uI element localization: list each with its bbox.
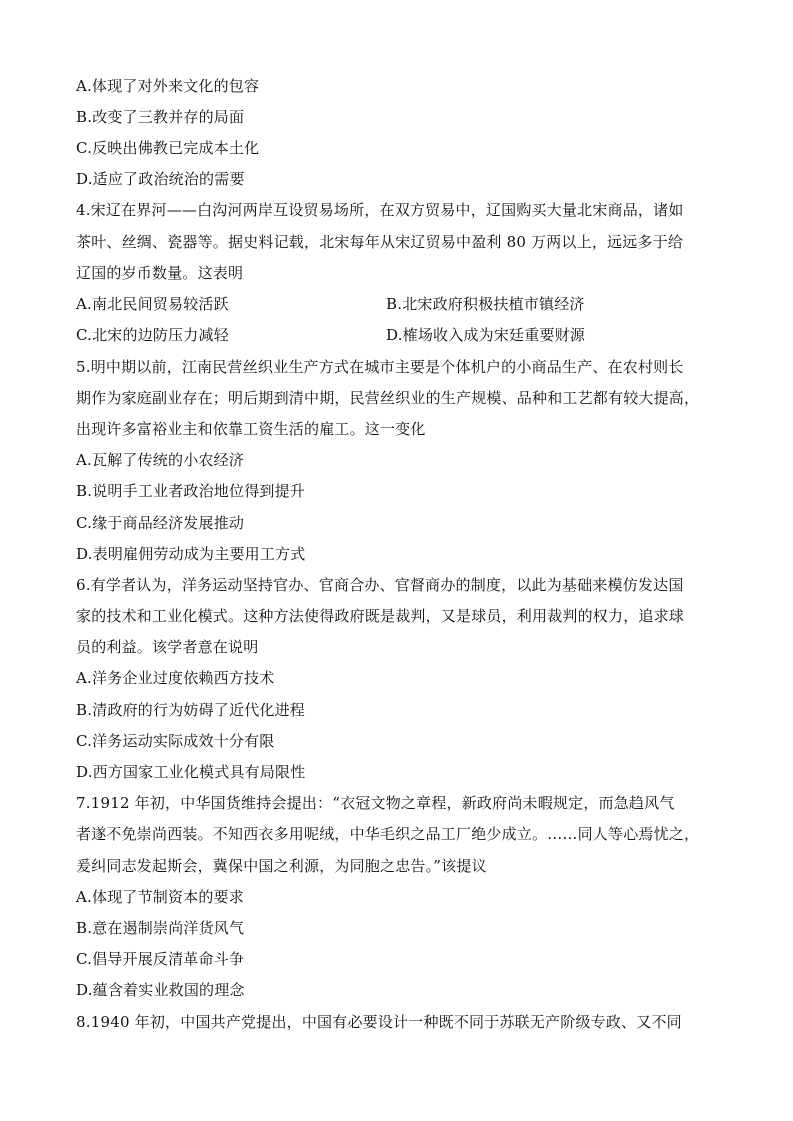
q4-stem-line-1: 4.宋辽在界河——白沟河两岸互设贸易场所，在双方贸易中，辽国购买大量北宋商品，诸如: [76, 201, 684, 219]
q4-stem-line-3: 辽国的岁币数量。这表明: [76, 264, 244, 282]
q6-stem-line-1: 6.有学者认为，洋务运动坚持官办、官商合办、官督商办的制度，以此为基础来模仿发达国: [76, 576, 684, 594]
q8-stem-line-1: 8.1940 年初，中国共产党提出，中国有必要设计一种既不同于苏联无产阶级专政、又不同: [76, 1013, 682, 1031]
q7-stem-line-1: 7.1912 年初，中华国货维持会提出：“衣冠文物之章程，新政府尚未暇规定，而急趋风气: [76, 794, 675, 812]
q6-stem-line-3: 员的利益。该学者意在说明: [76, 638, 259, 656]
q4-option-c: C.北宋的边防压力减轻: [76, 326, 229, 344]
q4-option-d: D.榷场收入成为宋廷重要财源: [386, 326, 586, 344]
q5-option-a: A.瓦解了传统的小农经济: [76, 451, 245, 469]
q4-option-a: A.南北民间贸易较活跃: [76, 295, 229, 313]
q4-option-b: B.北宋政府积极扶植市镇经济: [386, 295, 585, 313]
q7-stem-line-3: 爰纠同志发起斯会，冀保中国之利源，为同胞之忠告。”该提议: [76, 857, 487, 875]
q4-stem-line-2: 茶叶、丝绸、瓷器等。据史料记载，北宋每年从宋辽贸易中盈利 80 万两以上，远远多于给: [76, 233, 684, 251]
q3-option-d: D.适应了政治统治的需要: [76, 170, 245, 188]
q6-option-b: B.清政府的行为妨碍了近代化进程: [76, 701, 305, 719]
q5-option-b: B.说明手工业者政治地位得到提升: [76, 482, 305, 500]
q3-option-c: C.反映出佛教已完成本土化: [76, 139, 260, 157]
q7-option-b: B.意在遏制崇尚洋货风气: [76, 919, 245, 937]
q5-option-d: D.表明雇佣劳动成为主要用工方式: [76, 545, 306, 563]
q6-option-c: C.洋务运动实际成效十分有限: [76, 732, 275, 750]
q6-option-a: A.洋务企业过度依赖西方技术: [76, 669, 275, 687]
q6-option-d: D.西方国家工业化模式具有局限性: [76, 763, 306, 781]
q5-stem-line-2: 期作为家庭副业存在；明后期到清中期，民营丝织业的生产规模、品种和工艺都有较大提高，: [76, 389, 700, 407]
q6-stem-line-2: 家的技术和工业化模式。这种方法使得政府既是裁判，又是球员，利用裁判的权力，追求球: [76, 607, 685, 625]
q7-option-d: D.蕴含着实业救国的理念: [76, 981, 245, 999]
q5-stem-line-3: 出现许多富裕业主和依靠工资生活的雇工。这一变化: [76, 420, 426, 438]
q5-stem-line-1: 5.明中期以前，江南民营丝织业生产方式在城市主要是个体机户的小商品生产、在农村则长: [76, 358, 684, 376]
q7-stem-line-2: 者遂不免崇尚西装。不知西衣多用呢绒，中华毛织之品工厂绝少成立。……同人等心焉忧之，: [76, 825, 700, 843]
q5-option-c: C.缘于商品经济发展推动: [76, 514, 245, 532]
q7-option-c: C.倡导开展反清革命斗争: [76, 950, 245, 968]
q3-option-b: B.改变了三教并存的局面: [76, 108, 245, 126]
q3-option-a: A.体现了对外来文化的包容: [76, 77, 260, 95]
q7-option-a: A.体现了节制资本的要求: [76, 888, 245, 906]
